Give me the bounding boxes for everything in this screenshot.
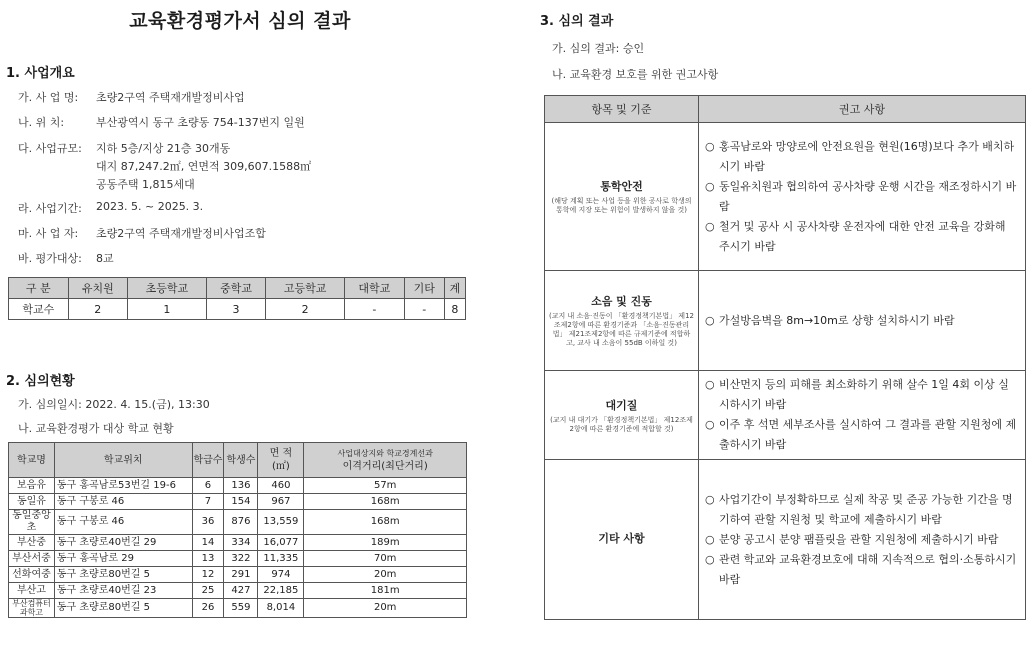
recommendation-item — [705, 530, 1019, 550]
table-cell: 11,335 — [258, 551, 304, 567]
recommendation-text: 이주 후 석면 세부조사를 실시하여 그 결과를 관할 지원청에 제출하시기 바람 — [719, 418, 1017, 451]
item-operator-value: 초량2구역 주택재개발정비사업조합 — [96, 227, 266, 240]
recommendation-text: 홍곡남로와 망양로에 안전요원을 현원(16명)보다 추가 배치하시기 바람 — [719, 139, 1015, 173]
table-row — [9, 494, 467, 510]
table-cell: 동구 구봉로 46 — [54, 494, 192, 510]
table-cell: 3 — [206, 299, 266, 320]
table-row — [9, 510, 467, 535]
recommendation-text: 분양 공고시 분양 팸플릿을 관할 지원청에 제출하시기 바람 — [719, 532, 999, 546]
category-name: 소음 및 진동 — [591, 295, 652, 308]
recommendation-item — [705, 311, 1019, 331]
recommendation-cell — [699, 271, 1026, 371]
table-cell: 선화여중 — [9, 567, 55, 583]
recommendation-text: 동일유치원과 협의하여 공사차량 운행 시간을 재조정하시기 바람 — [719, 179, 1017, 213]
category-cell — [545, 460, 699, 620]
table-cell: 13,559 — [258, 510, 304, 535]
category-name: 통학안전 — [600, 180, 643, 193]
recommendation-text: 관련 학교와 교육환경보호에 대해 지속적으로 협의·소통하시기 바람 — [719, 552, 1017, 586]
table-cell: 6 — [192, 478, 224, 494]
item-period-value: 2023. 5. ~ 2025. 3. — [96, 200, 204, 213]
table-row — [545, 371, 1026, 460]
recommendation-text: 비산먼지 등의 피해를 최소화하기 위해 살수 1일 4회 이상 실시하시기 바람 — [719, 378, 1009, 411]
table-cell: 334 — [224, 535, 258, 551]
schools-table — [8, 442, 467, 618]
document-title: 교육환경평가서 심의 결과 — [129, 10, 351, 32]
circle-bullet-icon: ○ — [705, 139, 715, 153]
item-scale-value: 지하 5층/지상 21층 30개동 — [96, 142, 231, 155]
table-cell: 967 — [258, 494, 304, 510]
table-cell: 2 — [68, 299, 128, 320]
circle-bullet-icon: ○ — [705, 492, 715, 506]
schools-body — [9, 478, 467, 618]
item-business-name-value: 초량2구역 주택재개발정비사업 — [96, 91, 245, 104]
table-cell: 57m — [304, 478, 467, 494]
category-cell — [545, 371, 699, 460]
table-cell: 168m — [304, 510, 467, 535]
table-cell: 460 — [258, 478, 304, 494]
table-cell: 동구 초량로40번길 23 — [54, 583, 192, 599]
category-note: (해당 계획 또는 사업 등을 위한 공사로 학생의 통학에 지장 또는 위험이 발생하지 않을 것) — [551, 197, 692, 214]
table-header: 학급수 — [192, 443, 224, 478]
circle-bullet-icon: ○ — [705, 313, 715, 327]
table-cell: 동구 홍곡남로53번길 19-6 — [54, 478, 192, 494]
table-cell: 8,014 — [258, 599, 304, 618]
table-cell: 16,077 — [258, 535, 304, 551]
table-cell: 70m — [304, 551, 467, 567]
recommendation-item — [705, 550, 1019, 590]
category-cell — [545, 123, 699, 271]
recommendation-text: 가설방음벽을 8m→10m로 상향 설치하시기 바람 — [719, 313, 955, 327]
recommendation-text: 사업기간이 부정확하므로 실제 착공 및 준공 가능한 기간을 명기하여 관할 지원청 및 학교에 제출하시기 바람 — [719, 492, 1013, 526]
table-cell: 291 — [224, 567, 258, 583]
category-name: 대기질 — [605, 398, 638, 412]
result-line: 가. 심의 결과: 승인 — [552, 42, 645, 55]
recommendation-cell — [699, 460, 1026, 620]
item-location-label: 나. 위 치: — [18, 116, 65, 129]
table-cell: 13 — [192, 551, 224, 567]
table-cell: 보음유 — [9, 478, 55, 494]
recommendation-item — [705, 490, 1019, 530]
circle-bullet-icon: ○ — [705, 179, 715, 193]
table-cell: 14 — [192, 535, 224, 551]
recommend-line: 나. 교육환경 보호를 위한 권고사항 — [552, 68, 719, 81]
table-header: 학교명 — [9, 443, 55, 478]
table-row — [9, 567, 467, 583]
category-note: (교지 내 소음·진동이 「환경정책기본법」 제12조제2항에 따른 환경기준과 「소음·진동관리법」 제21조제2항에 따른 규제기준에 적합하고, 교사 내 소음이 55dB 이하일 것) — [549, 312, 694, 347]
table-cell: 322 — [224, 551, 258, 567]
table-header-distance — [304, 443, 467, 478]
recommendation-cell — [699, 371, 1026, 460]
table-cell: 2 — [266, 299, 345, 320]
item-scale-area: 대지 87,247.2㎡, 연면적 309,607.1588㎡ — [96, 160, 312, 173]
table-row — [545, 271, 1026, 371]
table-cell: 부산컴퓨터과학고 — [9, 599, 55, 618]
table-cell: 동구 초량로40번길 29 — [54, 535, 192, 551]
table-header-area — [258, 443, 304, 478]
table-cell: 22,185 — [258, 583, 304, 599]
table-cell: 168m — [304, 494, 467, 510]
item-scale-households: 공동주택 1,815세대 — [96, 178, 195, 191]
distance-label: 사업대상지와 학교경계선과 — [337, 449, 433, 458]
recommendation-item — [705, 217, 1019, 257]
section1-heading: 1. 사업개요 — [6, 66, 75, 81]
table-row — [9, 478, 467, 494]
table-cell: 동구 구봉로 46 — [54, 510, 192, 535]
circle-bullet-icon: ○ — [705, 219, 715, 233]
table-cell: 559 — [224, 599, 258, 618]
table-cell: 36 — [192, 510, 224, 535]
circle-bullet-icon: ○ — [705, 378, 715, 391]
schools-line: 나. 교육환경평가 대상 학교 현황 — [18, 422, 174, 435]
table-header: 유치원 — [68, 278, 128, 299]
table-cell: 동구 초량로80번길 5 — [54, 599, 192, 618]
circle-bullet-icon: ○ — [705, 418, 715, 431]
section3-heading: 3. 심의 결과 — [540, 14, 614, 29]
review-date-line: 가. 심의일시: 2022. 4. 15.(금), 13:30 — [18, 398, 210, 411]
table-cell: 동일중앙초 — [9, 510, 55, 535]
table-header: 권고 사항 — [699, 96, 1026, 123]
item-scale-label: 다. 사업규모: — [18, 142, 82, 155]
table-cell: 동구 홍곡남로 29 — [54, 551, 192, 567]
recommendation-cell — [699, 123, 1026, 271]
table-header: 중학교 — [206, 278, 266, 299]
table-cell: 181m — [304, 583, 467, 599]
table-header: 기타 — [404, 278, 444, 299]
table-cell: 8 — [444, 299, 465, 320]
table-cell: 동일유 — [9, 494, 55, 510]
section2-heading: 2. 심의현황 — [6, 374, 75, 389]
table-row — [9, 535, 467, 551]
item-location-value: 부산광역시 동구 초량동 754-137번지 일원 — [96, 116, 305, 129]
recommendation-item — [705, 375, 1019, 415]
category-note: (교지 내 대기가 「환경정책기본법」 제12조제2항에 따른 환경기준에 적합할 것) — [550, 415, 693, 433]
circle-bullet-icon: ○ — [705, 532, 715, 546]
table-header: 초등학교 — [128, 278, 207, 299]
table-cell: 974 — [258, 567, 304, 583]
area-unit: (㎡) — [271, 461, 290, 472]
table-cell: - — [404, 299, 444, 320]
table-cell: 학교수 — [9, 299, 69, 320]
category-name: 기타 사항 — [598, 532, 645, 545]
table-header: 구 분 — [9, 278, 69, 299]
table-header: 고등학교 — [266, 278, 345, 299]
table-header: 대학교 — [345, 278, 405, 299]
item-target-value: 8교 — [96, 252, 114, 265]
table-cell: 427 — [224, 583, 258, 599]
table-header-row — [9, 443, 467, 478]
table-cell: 12 — [192, 567, 224, 583]
table-row — [9, 551, 467, 567]
table-header: 항목 및 기준 — [545, 96, 699, 123]
table-cell: 부산고 — [9, 583, 55, 599]
category-cell — [545, 271, 699, 371]
table-row — [545, 460, 1026, 620]
item-business-name-label: 가. 사 업 명: — [18, 91, 79, 104]
table-cell: 부산서중 — [9, 551, 55, 567]
distance-sub: 이격거리(최단거리) — [342, 461, 428, 472]
table-cell: 876 — [224, 510, 258, 535]
circle-bullet-icon: ○ — [705, 552, 715, 566]
table-cell: 189m — [304, 535, 467, 551]
table-row — [545, 123, 1026, 271]
recommendation-item — [705, 415, 1019, 455]
area-label: 면 적 — [269, 448, 293, 459]
table-cell: 154 — [224, 494, 258, 510]
table-cell: 20m — [304, 599, 467, 618]
recommendation-body — [545, 123, 1026, 620]
item-target-label: 바. 평가대상: — [18, 252, 82, 265]
item-operator-label: 마. 사 업 자: — [18, 227, 79, 240]
table-cell: 7 — [192, 494, 224, 510]
item-period-label: 라. 사업기간: — [18, 202, 82, 215]
table-cell: 동구 초량로80번길 5 — [54, 567, 192, 583]
table-row — [9, 599, 467, 618]
table-row — [9, 583, 467, 599]
table-cell: 20m — [304, 567, 467, 583]
school-count-table — [8, 277, 466, 320]
recommendation-table — [544, 95, 1026, 620]
table-header: 학생수 — [224, 443, 258, 478]
table-cell: 부산중 — [9, 535, 55, 551]
recommendation-text: 철거 및 공사 시 공사차량 운전자에 대한 안전 교육을 강화해 주시기 바람 — [719, 219, 1006, 253]
table-cell: 1 — [128, 299, 207, 320]
table-cell: - — [345, 299, 405, 320]
table-header: 계 — [444, 278, 465, 299]
recommendation-item — [705, 177, 1019, 217]
table-cell: 25 — [192, 583, 224, 599]
table-header-row — [9, 278, 466, 299]
table-header: 학교위치 — [54, 443, 192, 478]
recommendation-item — [705, 137, 1019, 177]
table-cell: 26 — [192, 599, 224, 618]
table-row — [9, 299, 466, 320]
table-cell: 136 — [224, 478, 258, 494]
table-header-row — [545, 96, 1026, 123]
